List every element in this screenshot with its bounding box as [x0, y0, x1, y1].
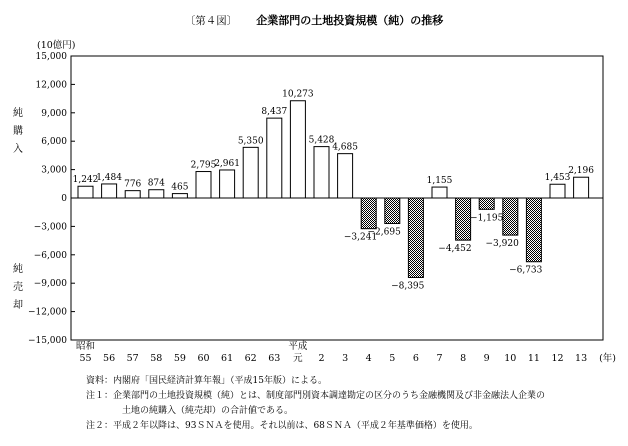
y-tick-label: −6,000 [33, 250, 67, 261]
x-tick-label: 8 [460, 353, 467, 364]
negative-label [13, 262, 23, 311]
y-tick-label: 15,000 [35, 52, 67, 62]
bar-value-label: 465 [171, 182, 189, 193]
x-tick-label: 57 [126, 353, 139, 364]
positive-label [13, 106, 23, 155]
negative-label-char: 純 [13, 264, 23, 275]
positive-label-char: 購 [13, 126, 23, 137]
bar [172, 194, 187, 198]
positive-label-char: 純 [13, 108, 23, 119]
bar [149, 190, 164, 198]
x-tick-label: 3 [342, 353, 349, 364]
figure-label: 〔第４図〕 [184, 15, 238, 27]
x-tick-label: 6 [412, 353, 419, 364]
x-tick-label: 4 [365, 353, 372, 364]
note-source: 資料：内閣府「国民経済計算年報」（平成15年版）による。 [86, 376, 327, 386]
bar [267, 118, 282, 198]
bar-value-label: 1,484 [96, 172, 122, 183]
negative-label-char: 却 [13, 300, 23, 311]
bar [479, 198, 494, 209]
x-tick-label: 55 [79, 353, 92, 364]
bar-value-label: 874 [147, 178, 165, 189]
x-tick-label: 5 [389, 353, 396, 364]
bar [456, 198, 471, 240]
x-tick-label: 12 [551, 353, 564, 364]
bar [361, 198, 376, 229]
x-tick-label: 61 [221, 353, 234, 364]
notes [86, 374, 545, 434]
bar [408, 198, 423, 277]
bar [243, 147, 258, 198]
bar-value-label: −1,195 [470, 213, 504, 224]
bar-value-label: −3,920 [485, 239, 519, 250]
bar [78, 186, 93, 198]
negative-label-char: 売 [13, 282, 23, 293]
x-tick-label: 63 [268, 353, 281, 364]
x-tick-label: 56 [103, 353, 116, 364]
bar [125, 191, 140, 198]
y-tick-label: 9,000 [41, 108, 67, 119]
bar [503, 198, 518, 235]
bar [574, 177, 589, 198]
bar [550, 184, 565, 198]
bar [220, 170, 235, 198]
y-tick-label: −12,000 [27, 307, 67, 318]
x-tick-label: 9 [483, 353, 490, 364]
x-tick-label: 62 [244, 353, 257, 364]
bar-value-label: −2,695 [367, 227, 401, 238]
x-unit-label: (年) [599, 353, 617, 364]
bar-value-label: 2,961 [214, 158, 240, 169]
note-1: 注１：企業部門の土地投資規模（純）とは、制度部門別資本調達勘定の区分のうち金融機関及び非金融法人企業の [86, 391, 546, 401]
bar-value-label: 1,242 [72, 175, 99, 186]
bar [526, 198, 541, 262]
bar-value-label: 8,437 [261, 107, 288, 118]
y-tick-label: −15,000 [27, 336, 67, 346]
bar [290, 101, 305, 198]
x-tick-label: 13 [575, 353, 588, 364]
era-label: 昭和 [75, 341, 96, 352]
y-unit-label: (10億円) [37, 40, 76, 51]
bar-value-label: 2,196 [568, 166, 594, 177]
bar-value-label: −6,733 [509, 265, 543, 276]
note-2: 注２：平成２年以降は、93ＳＮＡを使用。それ以前は、68ＳＮＡ（平成２年基準価格）を使用。 [86, 421, 478, 431]
x-tick-label: 11 [527, 353, 540, 364]
bar [102, 184, 117, 198]
bar-value-label: −8,395 [391, 281, 425, 292]
bar-value-label: 1,155 [426, 176, 453, 187]
y-tick-label: −3,000 [33, 222, 67, 233]
note-1-continued: 土地の純購入（純売却）の合計値である。 [122, 406, 294, 416]
bar [314, 147, 329, 198]
bar-value-label: 10,273 [282, 89, 314, 100]
x-tick-label: 2 [318, 353, 325, 364]
bar-value-label: 2,795 [190, 160, 217, 171]
bar-value-label: −3,241 [343, 232, 378, 243]
bar-value-label: 776 [124, 179, 142, 190]
x-tick-label: 7 [436, 353, 443, 364]
positive-label-char: 入 [13, 144, 23, 155]
x-tick-label: 58 [150, 353, 163, 364]
bar [196, 172, 211, 198]
era-label: 平成 [288, 341, 308, 352]
bar-value-label: −4,452 [438, 244, 472, 255]
y-tick-label: 6,000 [41, 137, 67, 148]
bar [338, 154, 353, 198]
bar-value-label: 4,685 [332, 142, 358, 153]
bar-value-label: 1,453 [544, 173, 571, 184]
y-tick-label: 3,000 [41, 165, 67, 176]
bar-value-label: 5,428 [308, 135, 335, 146]
bar [432, 187, 447, 198]
chart-title: 企業部門の土地投資規模（純）の推移 [256, 14, 444, 27]
bar-value-label: 5,350 [237, 136, 264, 147]
y-tick-label: 0 [61, 194, 67, 204]
y-tick-label: 12,000 [35, 80, 67, 91]
x-tick-label: 10 [504, 353, 517, 364]
x-tick-label: 60 [197, 353, 210, 364]
bar [385, 198, 400, 224]
y-tick-label: −9,000 [33, 279, 67, 290]
x-tick-label: 59 [173, 353, 186, 364]
x-tick-label: 元 [293, 353, 303, 364]
